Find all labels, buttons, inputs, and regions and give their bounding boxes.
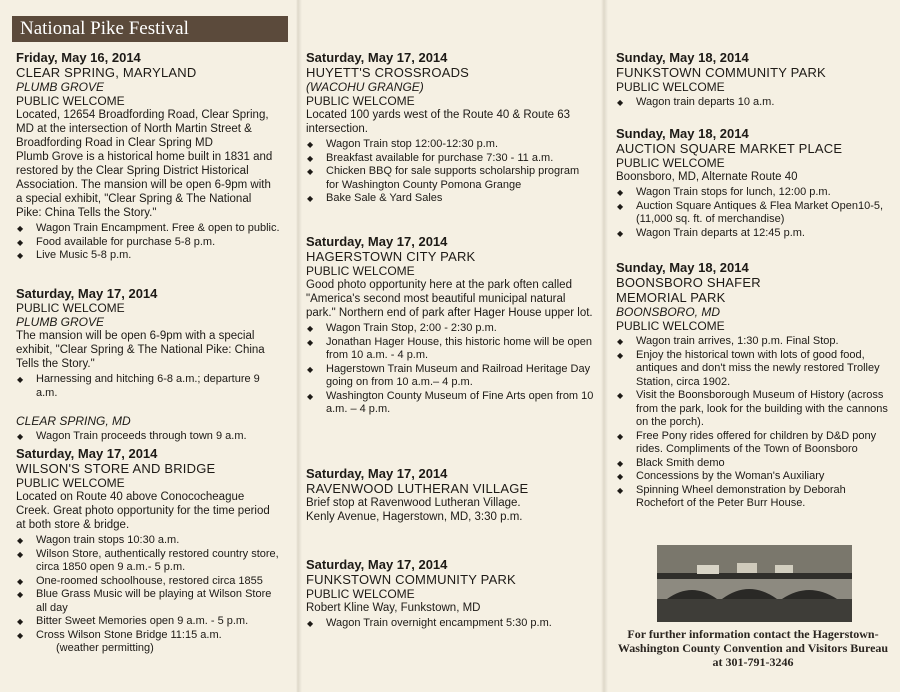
event-description: Located 100 yards west of the Route 40 & Route 63 intersection. [306, 109, 571, 135]
event-hagerstown-city-park [306, 234, 594, 417]
event-description: Good photo opportunity here at the park often called "America's second most beautiful municipal natural park." Northern end of park after Hager House upper lot. [306, 279, 593, 319]
list-item: ◆ Washington County Museum of Fine Arts open from 10 a.m. – 4 p.m. [306, 390, 594, 417]
event-saturday-plumb-grove [16, 286, 280, 444]
list-item: ◆ Wagon train arrives, 1:30 p.m. Final Stop. [616, 335, 891, 349]
event-place: CLEAR SPRING, MARYLAND [16, 65, 197, 80]
event-list [16, 373, 280, 400]
public-welcome: PUBLIC WELCOME [306, 587, 415, 601]
list-item: ◆ Visit the Boonsborough Museum of History (across from the park, look for the building with the cannons on the porch). [616, 389, 891, 430]
list-item: ◆ Concessions by the Woman's Auxiliary [616, 470, 891, 484]
event-date: Saturday, May 17, 2014 [16, 286, 158, 301]
list-item: ◆ Wagon train stops 10:30 a.m. [16, 534, 280, 548]
event-wilsons-store [16, 446, 280, 655]
event-list [616, 186, 891, 240]
event-subtitle-2: CLEAR SPRING, MD [16, 414, 131, 428]
event-list [616, 96, 891, 110]
list-item: ◆ Food available for purchase 5-8 p.m. [16, 236, 280, 250]
event-list-2 [16, 430, 280, 444]
event-ravenwood [306, 466, 594, 524]
list-item: ◆ Wagon train departs 10 a.m. [616, 96, 891, 110]
event-place: RAVENWOOD LUTHERAN VILLAGE [306, 481, 529, 496]
event-place: HUYETT'S CROSSROADS [306, 65, 470, 80]
event-date: Sunday, May 18, 2014 [616, 126, 749, 141]
event-place: FUNKSTOWN COMMUNITY PARK [616, 65, 826, 80]
list-item: ◆ Wagon Train proceeds through town 9 a.m. [16, 430, 280, 444]
list-item: ◆ Auction Square Antiques & Flea Market Open10-5, (11,000 sq. ft. of merchandise) [616, 200, 891, 227]
event-boonsboro-shafer [616, 260, 891, 511]
list-item: ◆ Chicken BBQ for sale supports scholarship program for Washington County Pomona Grange [306, 165, 594, 192]
event-date: Saturday, May 17, 2014 [306, 50, 448, 65]
public-welcome: PUBLIC WELCOME [616, 319, 725, 333]
event-list [616, 335, 891, 511]
event-date: Sunday, May 18, 2014 [616, 260, 749, 275]
event-date: Saturday, May 17, 2014 [306, 466, 448, 481]
list-item: ◆ Bake Sale & Yard Sales [306, 192, 594, 206]
list-item: ◆ Live Music 5-8 p.m. [16, 249, 280, 263]
event-place: WILSON'S STORE AND BRIDGE [16, 461, 216, 476]
event-funkstown-saturday [306, 557, 594, 631]
event-date: Saturday, May 17, 2014 [16, 446, 158, 461]
event-subtitle: PLUMB GROVE [16, 80, 105, 94]
public-welcome: PUBLIC WELCOME [616, 156, 725, 170]
event-date: Friday, May 16, 2014 [16, 50, 141, 65]
event-auction-square [616, 126, 891, 240]
list-item: ◆ Black Smith demo [616, 457, 891, 471]
list-item: ◆ One-roomed schoolhouse, restored circa 1855 [16, 575, 280, 589]
list-item: ◆ Hagerstown Train Museum and Railroad Heritage Day going on from 10 a.m.– 4 p.m. [306, 363, 594, 390]
event-place: AUCTION SQUARE MARKET PLACE [616, 141, 843, 156]
list-item: ◆ Jonathan Hager House, this historic home will be open from 10 a.m. - 4 p.m. [306, 336, 594, 363]
list-item: ◆ Spinning Wheel demonstration by Deborah Rochefort of the Peter Burr House. [616, 484, 891, 511]
event-list [306, 322, 594, 417]
event-description: Plumb Grove is a historical home built in 1831 and restored by the Clear Spring District Historical Association. The mansion will be open 6-9pm with a special exhibit, "Clear Spring & The National Pike: China Tells the Story." [16, 151, 273, 219]
public-welcome: PUBLIC WELCOME [16, 476, 125, 490]
list-item: ◆ Free Pony rides offered for children by D&D pony rides. Compliments of the Town of Boonsboro [616, 430, 891, 457]
event-funkstown-sunday [616, 50, 891, 110]
event-location: Located, 12654 Broadfording Road, Clear Spring, MD at the intersection of North Martin Street & Broadfording Road in Clear Spring MD [16, 109, 269, 149]
event-place: FUNKSTOWN COMMUNITY PARK [306, 572, 516, 587]
event-place: HAGERSTOWN CITY PARK [306, 249, 476, 264]
public-welcome: PUBLIC WELCOME [616, 80, 725, 94]
list-item: ◆ Wagon Train Encampment. Free & open to public. [16, 222, 280, 236]
list-item: ◆ Blue Grass Music will be playing at Wilson Store all day [16, 588, 280, 615]
public-welcome: PUBLIC WELCOME [306, 94, 415, 108]
event-list [306, 617, 594, 631]
contact-info: For further information contact the Hagerstown-Washington County Convention and Visitors Bureau at 301-791-3246 [617, 627, 889, 669]
list-item: ◆ Bitter Sweet Memories open 9 a.m. - 5 p.m. [16, 615, 280, 629]
event-description: Located on Route 40 above Conococheague Creek. Great photo opportunity for the time period at both store & bridge. [16, 491, 270, 531]
list-item: ◆ Wagon Train stops for lunch, 12:00 p.m. [616, 186, 891, 200]
list-item: ◆ Wagon Train overnight encampment 5:30 p.m. [306, 617, 594, 631]
event-location: Boonsboro, MD, Alternate Route 40 [616, 171, 798, 183]
event-date: Sunday, May 18, 2014 [616, 50, 749, 65]
event-list [306, 138, 594, 206]
list-item: ◆ Enjoy the historical town with lots of good food, antiques and don't miss the newly restored Trolley Station, circa 1902. [616, 349, 891, 390]
event-description: The mansion will be open 6-9pm with a special exhibit, "Clear Spring & The National Pike: China Tells the Story." [16, 330, 265, 370]
event-list [16, 222, 280, 263]
list-item: ◆ Breakfast available for purchase 7:30 - 11 a.m. [306, 152, 594, 166]
event-location: Robert Kline Way, Funkstown, MD [306, 602, 481, 614]
list-item: ◆ Harnessing and hitching 6-8 a.m.; departure 9 a.m. [16, 373, 280, 400]
event-list [16, 534, 280, 642]
event-description: Brief stop at Ravenwood Lutheran Village. [306, 497, 521, 509]
public-welcome: PUBLIC WELCOME [16, 94, 125, 108]
event-place: BOONSBORO SHAFER [616, 275, 761, 290]
list-item: ◆ Wagon Train stop 12:00-12:30 p.m. [306, 138, 594, 152]
festival-banner: National Pike Festival [12, 16, 288, 42]
list-item: ◆ Wilson Store, authentically restored country store, circa 1850 open 9 a.m.- 5 p.m. [16, 548, 280, 575]
wagon-bridge-photo [657, 545, 852, 622]
event-friday-clear-spring [16, 50, 280, 263]
event-huyetts-crossroads [306, 50, 594, 206]
event-subtitle: BOONSBORO, MD [616, 305, 721, 319]
event-subtitle: (WACOHU GRANGE) [306, 80, 424, 94]
event-location: Kenly Avenue, Hagerstown, MD, 3:30 p.m. [306, 511, 523, 523]
event-date: Saturday, May 17, 2014 [306, 234, 448, 249]
event-date: Saturday, May 17, 2014 [306, 557, 448, 572]
event-footnote: (weather permitting) [56, 642, 154, 654]
event-subtitle: PLUMB GROVE [16, 315, 105, 329]
list-item: ◆ Wagon Train Stop, 2:00 - 2:30 p.m. [306, 322, 594, 336]
list-item: ◆ Wagon Train departs at 12:45 p.m. [616, 227, 891, 241]
public-welcome: PUBLIC WELCOME [16, 301, 125, 315]
public-welcome: PUBLIC WELCOME [306, 264, 415, 278]
event-place-line2: MEMORIAL PARK [616, 290, 726, 305]
list-item: ◆ Cross Wilson Stone Bridge 11:15 a.m. [16, 629, 280, 643]
